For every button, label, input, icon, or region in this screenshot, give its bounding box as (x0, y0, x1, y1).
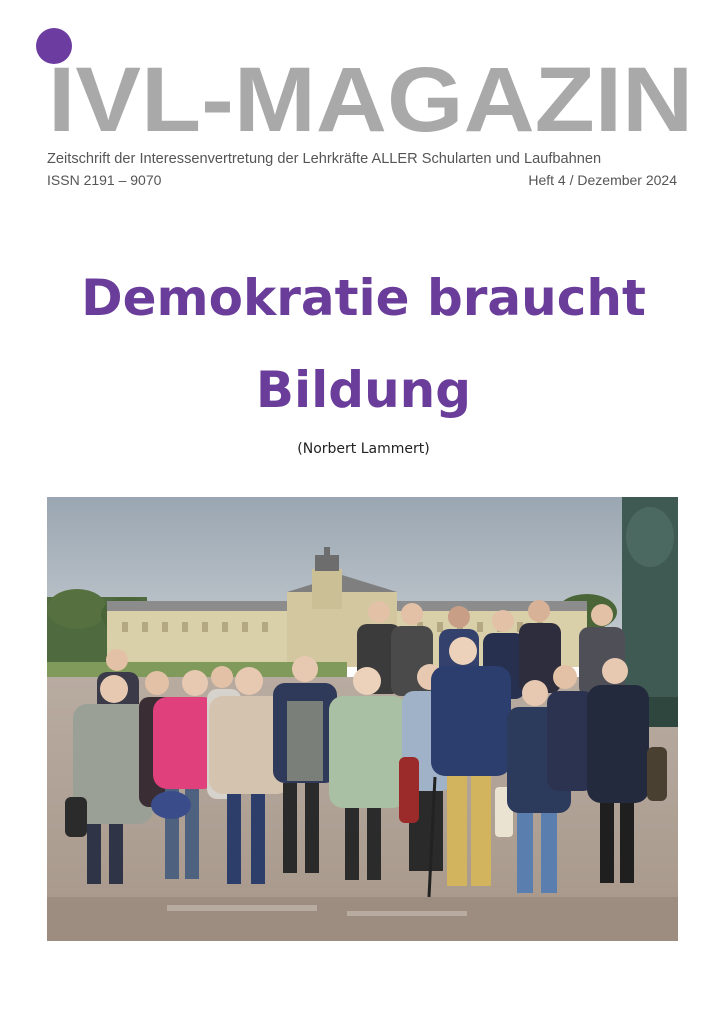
headline-line-1: Demokratie braucht (81, 269, 646, 327)
group-photo-illustration (47, 497, 678, 941)
magazine-title: IVL-MAGAZIN (48, 49, 694, 151)
cover-headline (0, 252, 727, 436)
cover-photo (47, 497, 678, 941)
quote-attribution: (Norbert Lammert) (297, 441, 430, 457)
headline-line-2: Bildung (255, 361, 472, 419)
issn-number: ISSN 2191 – 9070 (47, 172, 162, 188)
magazine-subtitle: Zeitschrift der Interessenvertretung der Lehrkräfte ALLER Schularten und Laufbahnen (47, 151, 602, 167)
issue-date: Heft 4 / Dezember 2024 (528, 172, 677, 188)
